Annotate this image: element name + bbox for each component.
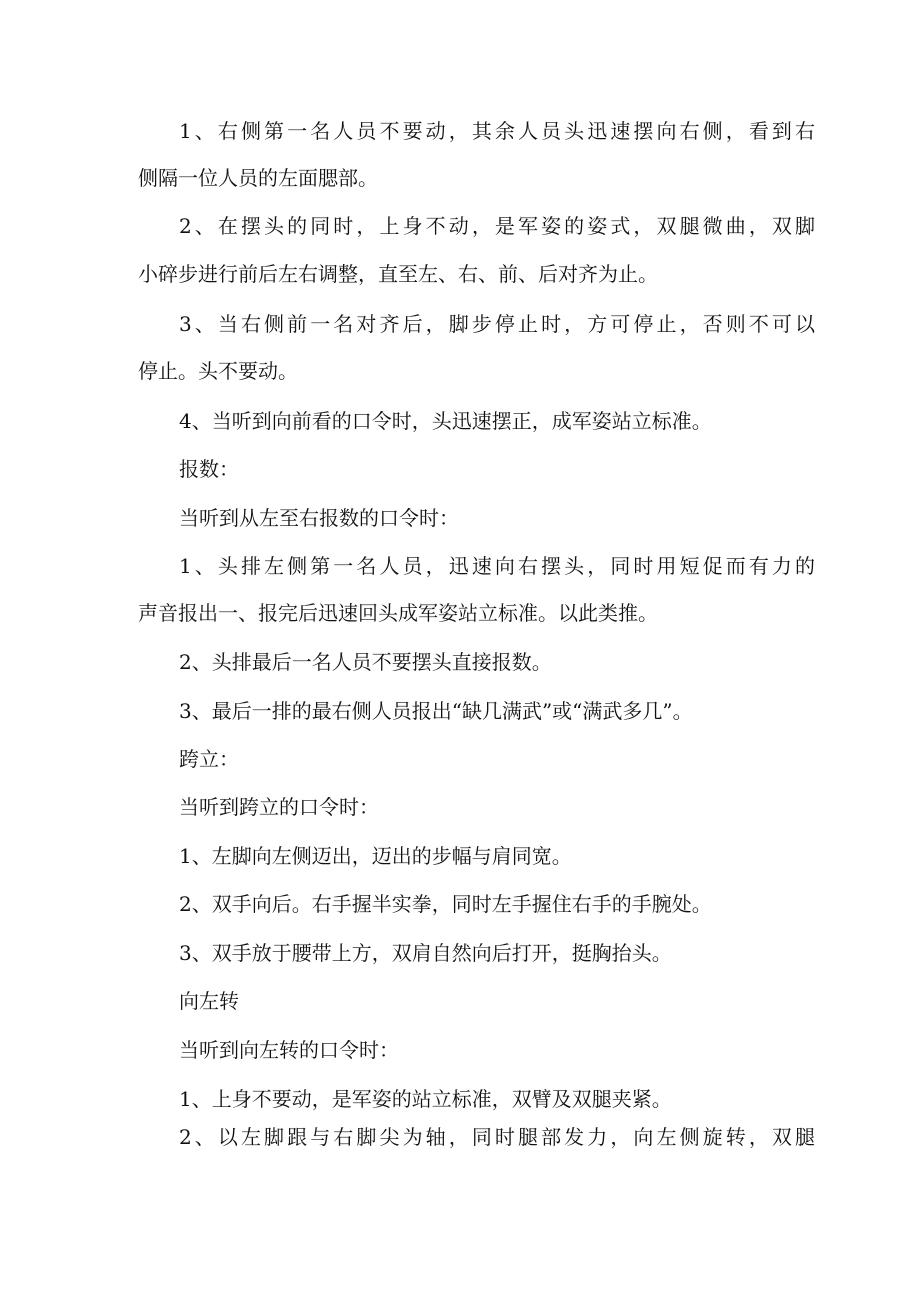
paragraph-line: 1、上身不要动，是军姿的站立标准，双臂及双腿夹紧。 xyxy=(179,1087,672,1111)
paragraph-line: 2、以左脚跟与右脚尖为轴，同时腿部发力，向左侧旋转，双腿 xyxy=(179,1125,815,1149)
section-heading: 报数： xyxy=(179,457,239,481)
paragraph-line: 侧隔一位人员的左面腮部。 xyxy=(138,166,378,190)
paragraph-line: 3、双手放于腰带上方，双肩自然向后打开，挺胸抬头。 xyxy=(179,941,672,965)
section-heading: 向左转 xyxy=(179,989,239,1013)
paragraph-line: 3、最后一排的最右侧人员报出“缺几满武”或“满武多几”。 xyxy=(179,699,693,723)
paragraph-line: 停止。头不要动。 xyxy=(138,359,298,383)
paragraph-line: 1、右侧第一名人员不要动，其余人员头迅速摆向右侧，看到右 xyxy=(179,119,815,143)
paragraph-line: 3、当右侧前一名对齐后，脚步停止时，方可停止，否则不可以 xyxy=(179,312,815,336)
paragraph-line: 2、在摆头的同时，上身不动，是军姿的姿式，双腿微曲，双脚 xyxy=(179,214,815,238)
paragraph-line: 当听到跨立的口令时： xyxy=(179,795,379,819)
paragraph-line: 小碎步进行前后左右调整，直至左、右、前、后对齐为止。 xyxy=(138,262,658,286)
paragraph-line: 1、头排左侧第一名人员，迅速向右摆头，同时用短促而有力的 xyxy=(179,554,815,578)
paragraph-line: 声音报出一、报完后迅速回头成军姿站立标准。以此类推。 xyxy=(138,601,658,625)
paragraph-line: 1、左脚向左侧迈出，迈出的步幅与肩同宽。 xyxy=(179,844,572,868)
paragraph-line: 2、头排最后一名人员不要摆头直接报数。 xyxy=(179,650,552,674)
section-heading: 跨立： xyxy=(179,747,239,771)
paragraph-line: 2、双手向后。右手握半实拳，同时左手握住右手的手腕处。 xyxy=(179,892,712,916)
paragraph-line: 当听到向左转的口令时： xyxy=(179,1038,399,1062)
paragraph-line: 4、当听到向前看的口令时，头迅速摆正，成军姿站立标准。 xyxy=(179,409,712,433)
paragraph-line: 当听到从左至右报数的口令时： xyxy=(179,506,459,530)
